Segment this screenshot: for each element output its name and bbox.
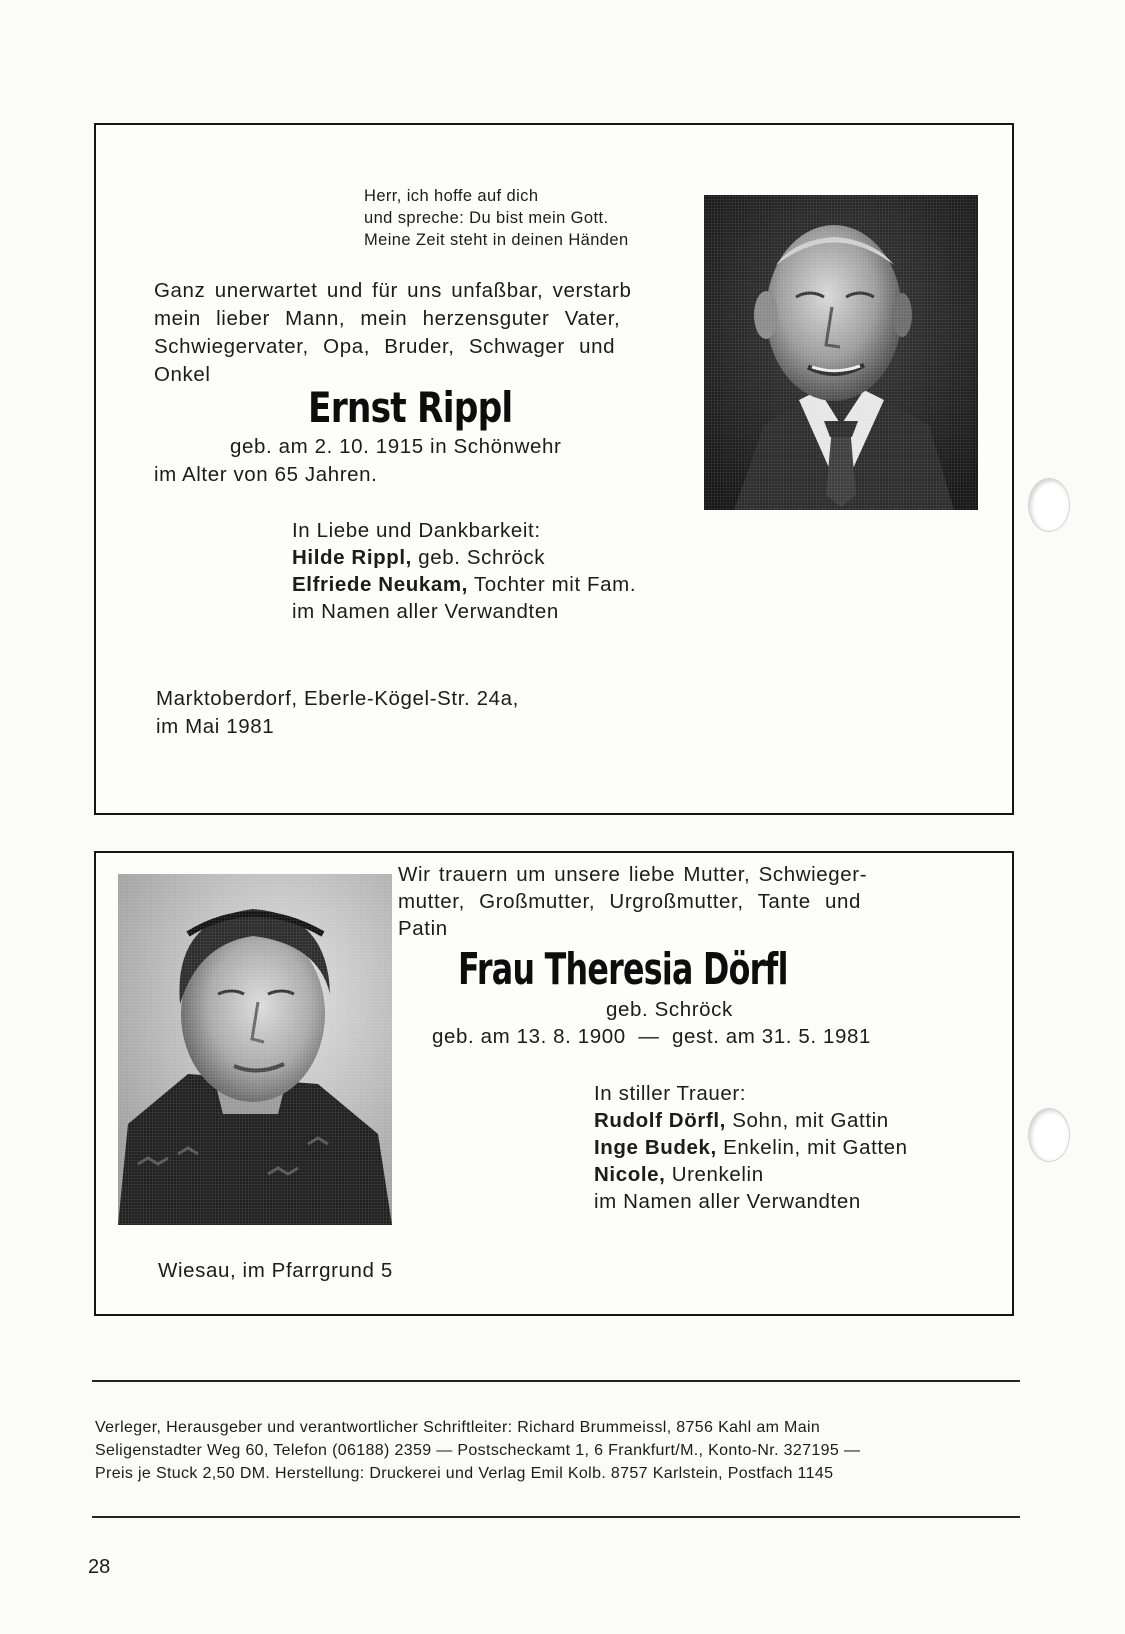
announcement-line: Schwiegervater, Opa, Bruder, Schwager und [154, 335, 616, 358]
date-line: im Mai 1981 [156, 715, 275, 738]
announcement-line: mein lieber Mann, mein herzensguter Vater, [154, 307, 621, 330]
mourner-name: Rudolf Dörfl, [594, 1109, 726, 1132]
mourner-relation: Sohn, mit Gattin [732, 1109, 889, 1132]
mourner-relation: Enkelin, mit Gatten [723, 1136, 908, 1159]
maiden-name: geb. Schröck [606, 998, 733, 1021]
mourners-close: im Namen aller Verwandten [292, 600, 559, 623]
mourner-name: Inge Budek, [594, 1136, 717, 1159]
binder-hole [1028, 478, 1070, 532]
imprint-line: Verleger, Herausgeber und verantwortlicher Schriftleiter: Richard Brummeissl, 8756 Kahl am Main [95, 1419, 821, 1436]
mourner-entry [292, 573, 636, 597]
portrait-photo-man [704, 195, 978, 510]
mourner-name: Hilde Rippl, [292, 546, 412, 569]
bible-verse-line: und spreche: Du bist mein Gott. [364, 209, 609, 227]
mourners-intro: In stiller Trauer: [594, 1082, 747, 1105]
mourner-relation: Urenkelin [671, 1163, 764, 1186]
footer-top-rule [92, 1380, 1020, 1382]
mourner-relation: geb. Schröck [418, 546, 546, 569]
obituary-notice-theresia-doerfl [94, 851, 1014, 1316]
deceased-name: Frau Theresia Dörfl [458, 944, 788, 995]
mourners-intro: In Liebe und Dankbarkeit: [292, 519, 541, 542]
mourner-name: Nicole, [594, 1163, 666, 1186]
mourner-entry [594, 1109, 889, 1133]
birth-info: geb. am 2. 10. 1915 in Schönwehr [230, 435, 562, 458]
announcement-line: Onkel [154, 363, 211, 386]
mourners-close: im Namen aller Verwandten [594, 1190, 861, 1213]
announcement-line: Ganz unerwartet und für uns unfaßbar, verstarb [154, 279, 632, 302]
mourner-entry [594, 1163, 764, 1187]
binder-hole [1028, 1108, 1070, 1162]
bible-verse-line: Meine Zeit steht in deinen Händen [364, 231, 629, 249]
imprint-line: Seligenstadter Weg 60, Telefon (06188) 2359 — Postscheckamt 1, 6 Frankfurt/M., Konto-Nr. 327195 — [95, 1442, 861, 1459]
mourner-name: Elfriede Neukam, [292, 573, 468, 596]
announcement-line: Patin [398, 917, 448, 940]
address-line: Marktoberdorf, Eberle-Kögel-Str. 24a, [156, 687, 519, 710]
address-line: Wiesau, im Pfarrgrund 5 [158, 1259, 393, 1282]
imprint-line: Preis je Stuck 2,50 DM. Herstellung: Druckerei und Verlag Emil Kolb. 8757 Karlstein, Postfach 1145 [95, 1465, 834, 1482]
announcement-line: mutter, Großmutter, Urgroßmutter, Tante und [398, 890, 862, 913]
deceased-name: Ernst Rippl [308, 383, 513, 432]
life-dates: geb. am 13. 8. 1900 — gest. am 31. 5. 1981 [432, 1025, 871, 1048]
page-number: 28 [88, 1556, 111, 1578]
portrait-photo-woman [118, 874, 392, 1225]
mourner-entry [292, 546, 545, 570]
bible-verse-line: Herr, ich hoffe auf dich [364, 187, 539, 205]
footer-bottom-rule [92, 1516, 1020, 1518]
mourner-entry [594, 1136, 908, 1160]
announcement-line: Wir trauern um unsere liebe Mutter, Schwieger- [398, 863, 868, 886]
age-info: im Alter von 65 Jahren. [154, 463, 378, 486]
obituary-notice-ernst-rippl [94, 123, 1014, 815]
mourner-relation: Tochter mit Fam. [473, 573, 637, 596]
